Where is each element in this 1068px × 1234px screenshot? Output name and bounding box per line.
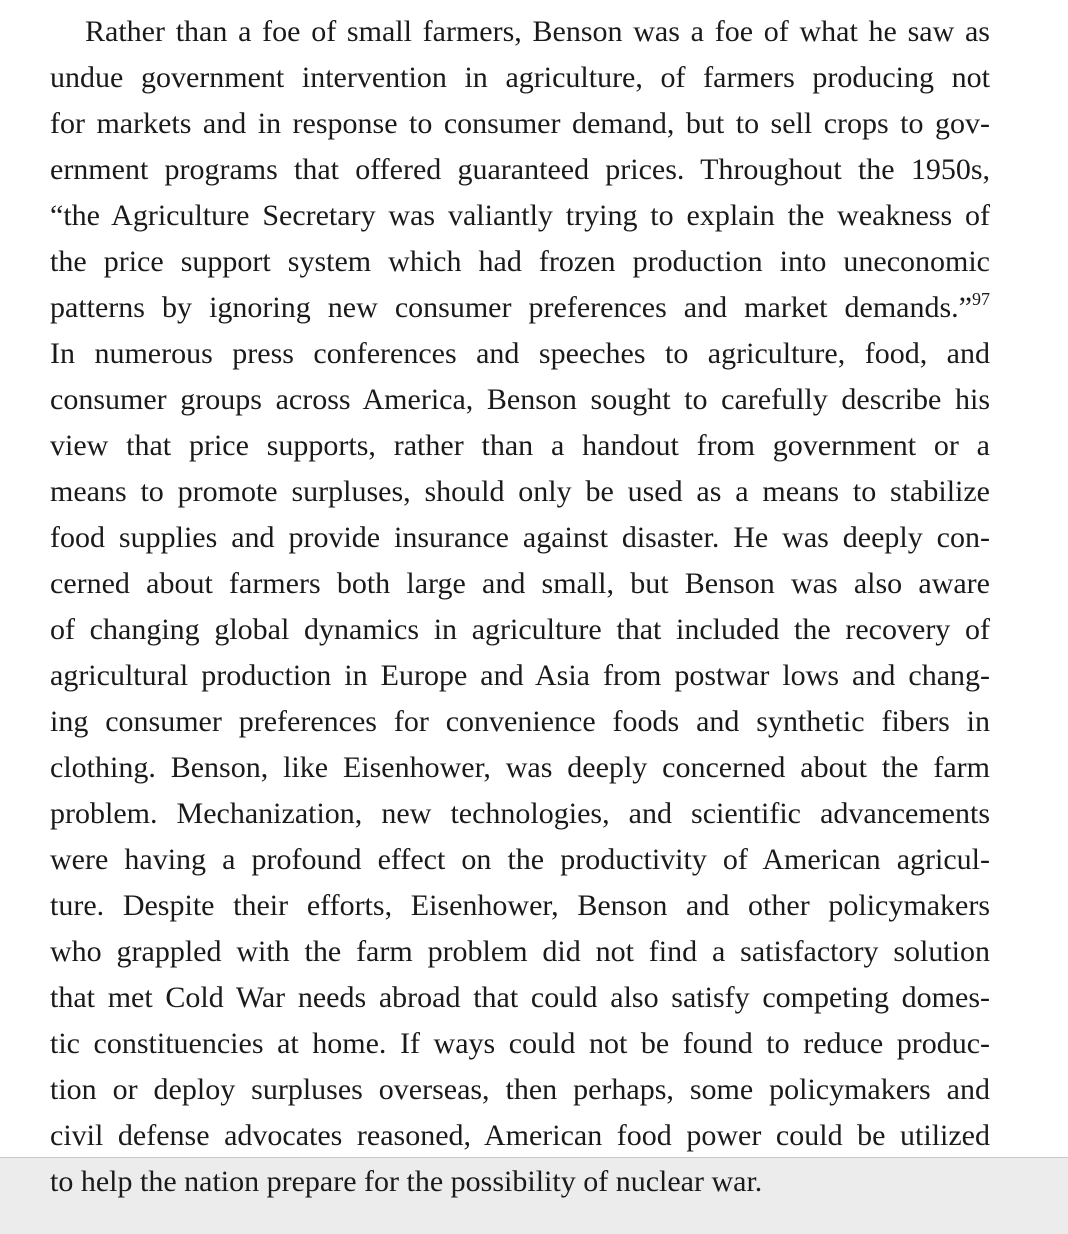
text-line-last: to help the nation prepare for the possibility of nuclear war. (50, 1165, 763, 1198)
text-line: ernment programs that offered guaranteed prices. Throughout the 1950s, (50, 153, 990, 186)
text-line: tion or deploy surpluses overseas, then perhaps, some policymakers and (50, 1073, 990, 1106)
text-line: clothing. Benson, like Eisenhower, was deeply concerned about the farm (50, 751, 990, 784)
text-line: In numerous press conferences and speeches to agriculture, food, and (50, 337, 990, 370)
text-line: problem. Mechanization, new technologies, and scientific advancements (50, 797, 990, 830)
text-line: who grappled with the farm problem did not find a satisfactory solution (50, 935, 990, 968)
text-line: food supplies and provide insurance against disaster. He was deeply con- (50, 521, 990, 554)
text-line: cerned about farmers both large and small, but Benson was also aware (50, 567, 990, 600)
text-line: view that price supports, rather than a handout from government or a (50, 429, 990, 462)
text-line: agricultural production in Europe and Asia from postwar lows and chang- (50, 659, 990, 692)
text-line-content: patterns by ignoring new consumer preferences and market demands.” (50, 291, 972, 324)
text-line: means to promote surpluses, should only be used as a means to stabilize (50, 475, 990, 508)
text-line: civil defense advocates reasoned, American food power could be utilized (50, 1119, 990, 1152)
text-line: the price support system which had frozen production into uneconomic (50, 245, 990, 278)
text-line: ing consumer preferences for convenience foods and synthetic fibers in (50, 705, 990, 738)
text-line: tic constituencies at home. If ways could not be found to reduce produc- (50, 1027, 990, 1060)
text-line: of changing global dynamics in agriculture that included the recovery of (50, 613, 990, 646)
text-line: ture. Despite their efforts, Eisenhower, Benson and other policymakers (50, 889, 990, 922)
text-line: that met Cold War needs abroad that could also satisfy competing domes- (50, 981, 990, 1014)
text-line: for markets and in response to consumer demand, but to sell crops to gov- (50, 107, 990, 140)
footnote-reference[interactable]: 97 (972, 289, 990, 309)
text-line: consumer groups across America, Benson sought to carefully describe his (50, 383, 990, 416)
text-line: undue government intervention in agriculture, of farmers producing not (50, 61, 990, 94)
text-line: were having a profound effect on the productivity of American agricul- (50, 843, 990, 876)
text-line-with-footnote (50, 285, 990, 331)
text-line: “the Agriculture Secretary was valiantly trying to explain the weakness of (50, 199, 990, 232)
text-line: Rather than a foe of small farmers, Benson was a foe of what he saw as (85, 15, 990, 48)
